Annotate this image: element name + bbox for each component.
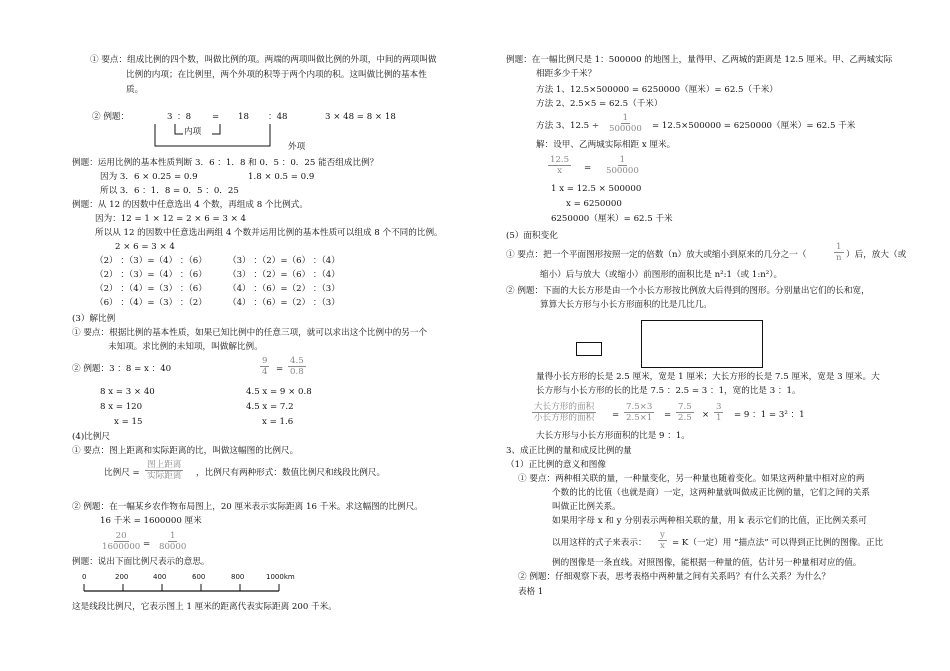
map-question-2: 相距多少千米？ — [536, 69, 597, 79]
scale-formula-suffix: ，比例尺有两种形式：数值比例尺和线段比例尺。 — [196, 468, 386, 478]
method-1: 方法 1、12.5×500000 = 6250000（厘米）= 62.5（千米） — [536, 85, 778, 95]
solve-point-2: 未知项。求比例的未知项，叫做解比例。 — [108, 342, 263, 352]
scale-title: (4)比例尺 — [72, 432, 110, 442]
q2-answer-2: 所以从 12 的因数中任意选出两组 4 个数并运用比例的基本性质可以组成 8 个不同的比例。 — [95, 228, 443, 238]
area-point-fraction: $\frac{1}{n}$ — [836, 242, 842, 263]
solve-point-1: ① 要点：根据比例的基本性质，如果已知比例中的任意三项，就可以求出这个比例中的另一个 — [72, 328, 428, 338]
scale-example-2: 例题：说出下面比例尺表示的意思。 — [72, 557, 210, 567]
solve-left-step-1: 8 x = 3 × 40 — [100, 387, 155, 397]
ruler-tick-label: 800 — [231, 573, 245, 581]
section-3-1-title: （1）正比例的意义和图像 — [506, 460, 606, 470]
inner-label: 内项 — [184, 127, 202, 137]
q2-answer-3: 2 × 6 = 3 × 4 — [115, 242, 175, 252]
scale-fraction-1: $\frac{20}{1600000}$ — [102, 531, 141, 552]
area-title: (5）面积变化 — [506, 231, 558, 241]
ratio-point-line-2: 比例的内项；在比例里，两个外项的积等于两个内项的积。这叫做比例的基本性 — [126, 70, 427, 80]
proportion-row-3b: （4） ：（6）=（2） ：（3） — [228, 284, 340, 294]
ratio-point-line-3: 质。 — [126, 85, 144, 95]
method-2: 方法 2、2.5×5 = 62.5（千米） — [536, 99, 663, 109]
solve-left-step-2: 8 x = 120 — [100, 402, 143, 412]
scale-formula-fraction: 图上距离 实际距离 — [147, 460, 182, 481]
proportion-row-4b: （4） ：（6）=（2） ：（3） — [228, 298, 340, 308]
inner-outer-bracket — [150, 120, 290, 150]
scale-example: ② 例题：在一幅某乡农作物布局图上，20 厘米表示实际距离 16 千米。求这幅图的比例尺。 — [72, 502, 423, 512]
section-3-title: 3、成正比例的量和成反比例的量 — [506, 446, 632, 456]
area-ratio-times: × — [702, 410, 710, 420]
method-3-fraction: $\frac{1}{500000}$ — [609, 113, 642, 134]
solution-step-2: x = 6250000 — [566, 199, 622, 209]
q1-answer-1: 因为 3．6 × 0.25 = 0.9 — [100, 172, 198, 182]
ruler-description: 这是线段比例尺，它表示图上 1 厘米的距离代表实际距离 200 千米。 — [72, 602, 337, 612]
ratio-term-d: ：48 — [268, 112, 288, 122]
method-3-prefix: 方法 3、12.5 ÷ — [536, 121, 600, 131]
q1-answer-2: 1.8 × 0.5 = 0.9 — [248, 172, 315, 182]
ratio-term-a: 3 — [167, 112, 173, 122]
example-label: ② 例题： — [92, 112, 130, 122]
area-example-2: 算算大长方形与小长方形面积的比是几比几。 — [540, 300, 712, 310]
direct-point-3: 叫做正比例关系。 — [552, 502, 621, 512]
solve-left-step-3: x = 15 — [114, 417, 143, 427]
solve-right-step-1: 4.5 x = 9 × 0.8 — [246, 387, 312, 397]
small-rectangle — [576, 342, 602, 356]
direct-point-6: 例的图像是一条直线。对照图像，能根据一种量的值，估计另一种量相对应的值。 — [552, 558, 862, 568]
solve-title: (3）解比例 — [72, 314, 116, 324]
proportion-row-4a: （6） ：（4）=（3） ：（2） — [95, 298, 207, 308]
ruler-tick-label: 200 — [115, 573, 129, 581]
area-ratio-fraction-3: $\frac{7.5}{2.5}$ — [678, 402, 692, 423]
proportion-row-2b: （3） ：（2）=（6） ：（4） — [228, 270, 340, 280]
area-point-1-prefix: ① 要点：把一个平面图形按照一定的倍数（n）放大或缩小到原来的几分之一（ — [506, 250, 807, 260]
method-3-suffix: = 12.5×500000 = 6250000（厘米）= 62.5 千米 — [652, 121, 856, 131]
solution-step-1: 1 x = 12.5 × 500000 — [551, 184, 642, 194]
solve-fraction-1: $\frac{9}{4}$ — [262, 356, 268, 377]
ratio-equals: = — [212, 112, 220, 122]
area-ratio-fraction-4: $\frac{3}{1}$ — [716, 402, 722, 423]
proportion-row-2a: （2） ：（3）=（4） ：（6） — [95, 270, 207, 280]
solve-example: ② 例题：3 ：8 = x ：40 — [72, 364, 172, 374]
solution-fraction-1: $\frac{12.5}{x}$ — [550, 155, 570, 176]
area-ratio-equals-2: = — [664, 410, 672, 420]
proportion-row-1b: （3） ：（2）=（6） ：（4） — [228, 256, 340, 266]
area-ratio-conclusion: 大长方形与小长方形面积的比是 9 ：1。 — [536, 431, 690, 441]
direct-point-2: 个数的比的比值（也就是商）一定，这两种量就叫做成正比例的量，它们之间的关系 — [552, 488, 870, 498]
area-point-1-suffix: ）后，放大（或 — [846, 250, 907, 260]
direct-point-4: 如果用字母 x 和 y 分别表示两种相关联的量，用 k 表示它们的比值，正比例关系可 — [552, 516, 867, 526]
direct-point-1: ① 要点：两种相关联的量，一种量变化，另一种量也随着变化。如果这两种量中相对应的两 — [518, 474, 865, 484]
solve-fraction-2: $\frac{4.5}{0.8}$ — [290, 356, 304, 377]
large-rectangle — [641, 320, 763, 368]
ratio-product: 3 × 48 = 8 × 18 — [325, 112, 396, 122]
solve-fraction-equals: = — [276, 364, 284, 374]
proportion-row-3a: （2） ：（4）=（3） ：（6） — [95, 284, 207, 294]
ruler-tick-label: 400 — [153, 573, 167, 581]
solution-equals: = — [584, 163, 592, 173]
ruler-line — [84, 583, 284, 593]
ruler-tick-label: 600 — [192, 573, 206, 581]
proportion-row-1a: （2） ：（3）=（4） ：（6） — [95, 256, 207, 266]
question-1: 例题：运用比例的基本性质判断 3．6 ：1．8 和 0．5 ：0．25 能否组成比例？ — [72, 158, 379, 168]
map-question-1: 例题：在一幅比例尺是 1：500000 的地图上，量得甲、乙两城的距离是 12.5 厘米。甲、乙两城实际 — [506, 55, 893, 65]
ratio-term-c: 18 — [238, 112, 249, 122]
area-ratio-equals-1: = — [612, 410, 620, 420]
scale-formula-prefix: 比例尺 = — [104, 468, 140, 478]
solution-step-3: 6250000（厘米）= 62.5 千米 — [551, 214, 673, 224]
solution-fraction-2: $\frac{1}{500000}$ — [606, 155, 639, 176]
area-ratio-fraction-2: $\frac{7.5\times 3}{2.5\times 1}$ — [626, 402, 653, 423]
ruler-tick-label: 0 — [82, 573, 87, 581]
direct-example: ② 例题：仔细观察下表，思考表格中两种量之间有关系吗？有什么关系？为什么？ — [518, 572, 831, 582]
question-2: 例题：从 12 的因数中任意选出 4 个数，再组成 8 个比例式。 — [72, 200, 308, 210]
direct-point-5-suffix: = K（一定）用 “描点法” 可以得到正比例的图像。正比 — [672, 538, 884, 548]
measure-line-2: 长方形与小长方形的长的比是 7.5 ：2.5 = 3 ：1，宽的比是 3 ：1。 — [536, 386, 801, 396]
solution-setup: 解：设甲、乙两城实际相距 x 厘米。 — [536, 140, 676, 150]
scale-point: ① 要点：图上距离和实际距离的比，叫做这幅图的比例尺。 — [72, 446, 299, 456]
solve-right-step-2: 4.5 x = 7.2 — [246, 402, 294, 412]
ruler-tick-label: 1000km — [266, 573, 295, 581]
q2-answer-1: 因为：12 = 1 × 12 = 2 × 6 = 3 × 4 — [95, 214, 246, 224]
table-1-label: 表格 1 — [518, 587, 544, 597]
ratio-term-b: ：8 — [177, 112, 192, 122]
area-ratio-result: = 9 ：1 = 3² ：1 — [734, 410, 805, 420]
scale-fraction-equals: = — [143, 539, 151, 549]
direct-formula-fraction: $\frac{y}{x}$ — [660, 530, 665, 551]
area-example-1: ② 例题：下面的大长方形是由一个小长方形按比例放大后得到的图形。分别量出它们的长和宽， — [506, 286, 870, 296]
area-ratio-fraction-1: 大长方形的面积 小长方形的面积 — [534, 402, 595, 423]
ratio-point-line-1: ① 要点：组成比例的四个数，叫做比例的项。两端的两项叫做比例的外项，中间的两项叫做 — [90, 55, 437, 65]
measure-line-1: 量得小长方形的长是 2.5 厘米，宽是 1 厘米；大长方形的长是 7.5 厘米，宽是 3 厘米。大 — [536, 372, 880, 382]
area-point-2: 缩小）后与放大（或缩小）前图形的面积比是 n²:1（或 1:n²）。 — [540, 270, 783, 280]
direct-point-5-prefix: 以用这样的式子来表示： — [552, 538, 647, 548]
scale-km-conversion: 16 千米 = 1600000 厘米 — [100, 516, 202, 526]
outer-label: 外项 — [288, 142, 306, 152]
solve-right-step-3: x = 1.6 — [262, 417, 294, 427]
scale-fraction-2: $\frac{1}{80000}$ — [159, 531, 187, 552]
scale-ruler — [70, 572, 310, 596]
q1-answer-3: 所以 3．6 ：1．8 = 0．5 ：0．25 — [100, 186, 239, 196]
